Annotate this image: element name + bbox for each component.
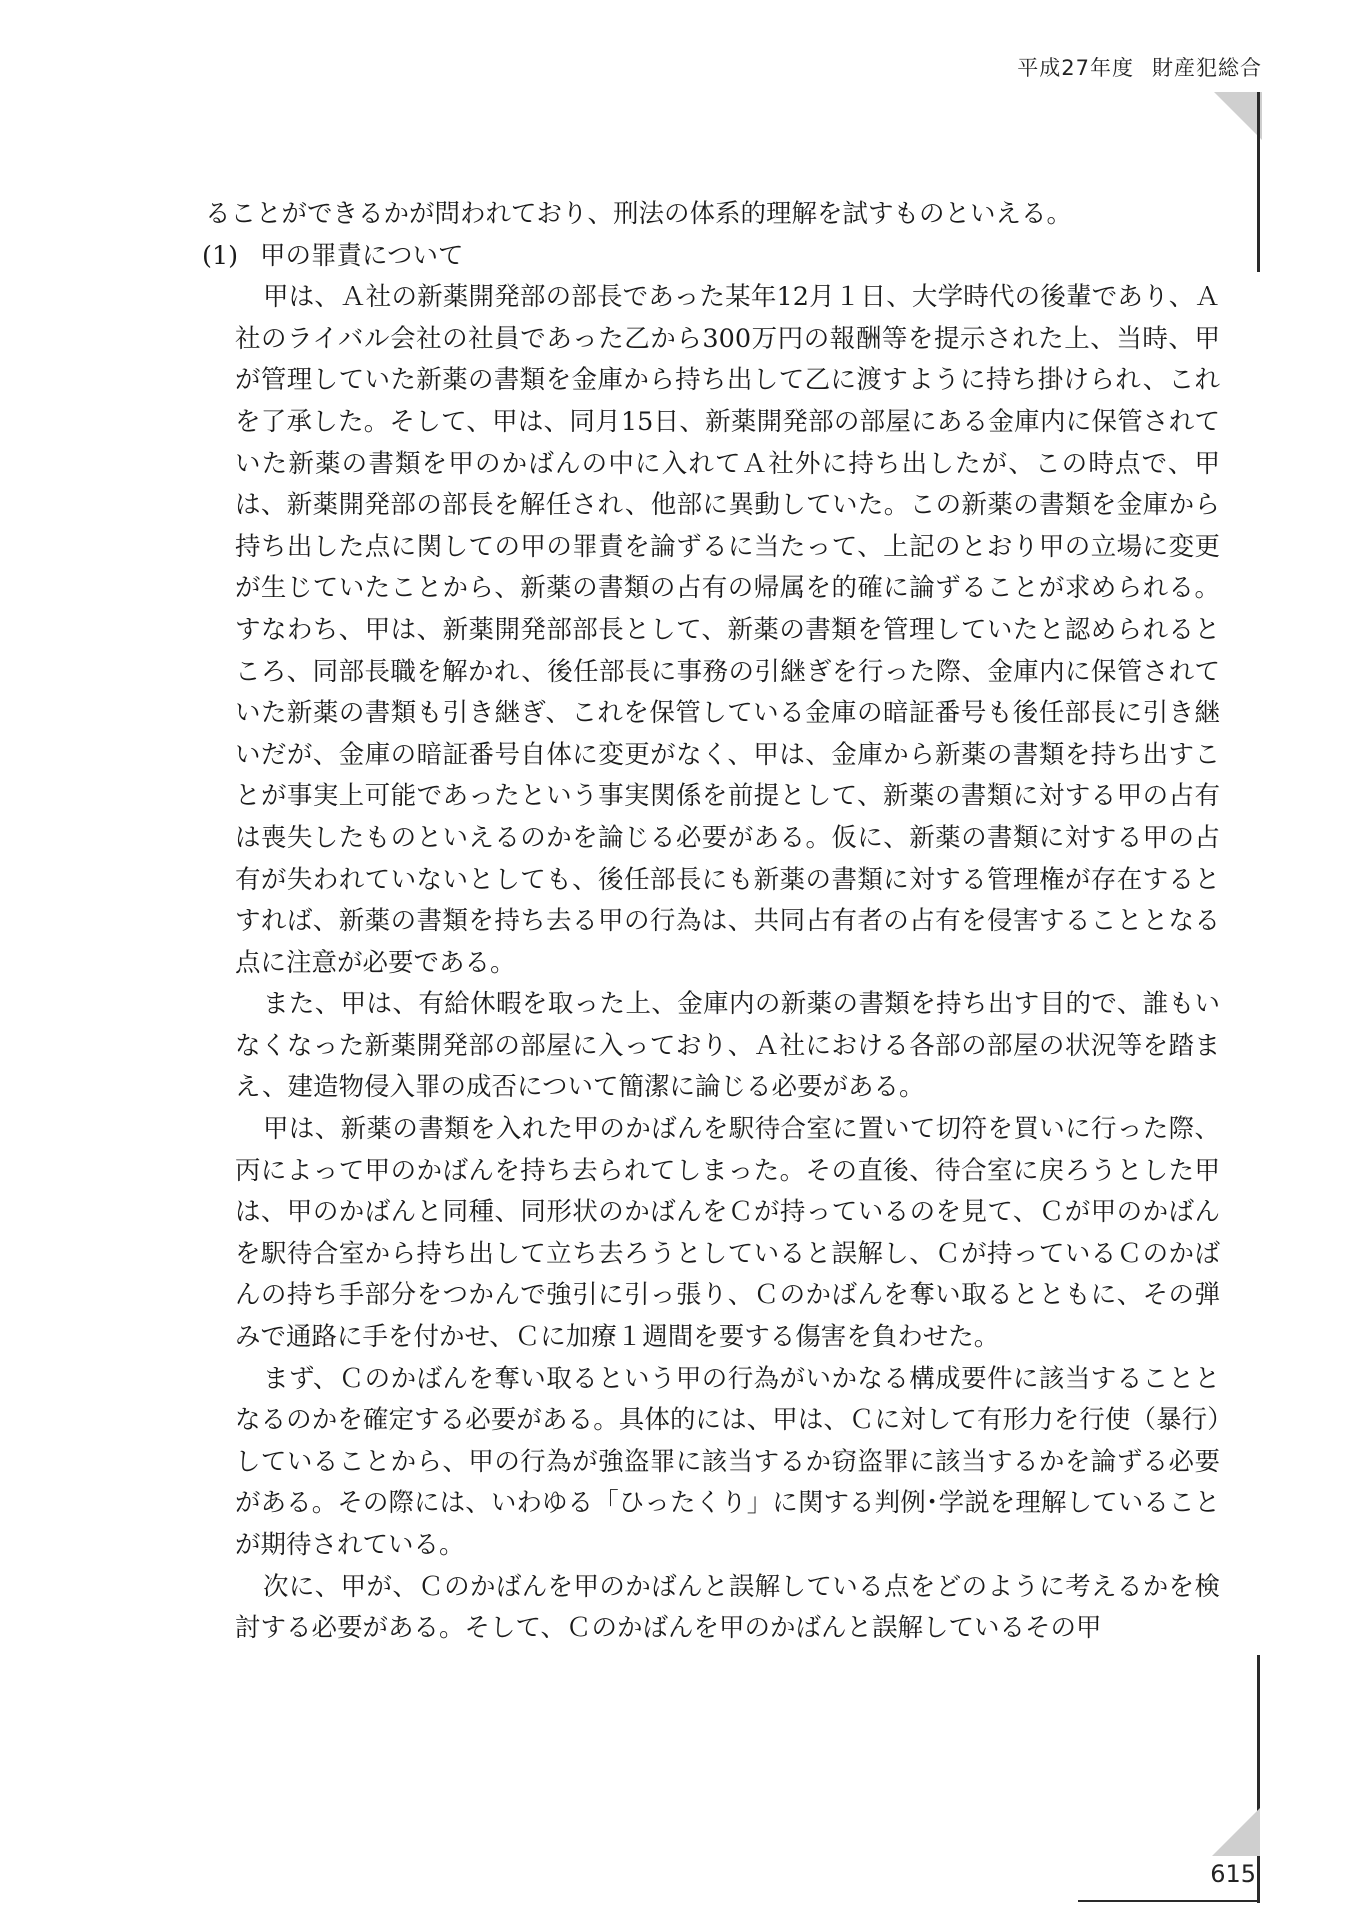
header-subject: 財産犯総合: [1152, 56, 1262, 80]
running-header: [1017, 52, 1262, 82]
section-title: 甲の罪責について: [260, 240, 464, 271]
top-corner-mark: [1214, 92, 1262, 140]
main-body: [202, 194, 1220, 1650]
continuation-line: ることができるかが問われており、刑法の体系的理解を試すものといえる。: [205, 199, 1073, 229]
paragraph-3: 甲は、新薬の書類を入れた甲のかばんを駅待合室に置いて切符を買いに行った際、丙によって甲のかばんを持ち去られてしまった。その直後、待合室に戻ろうとした甲は、甲のかばんと同種、同形状のかばんをＣが持っているのを見て、Ｃが甲のかばんを駅待合室から持ち出して立ち去ろうとしていると誤解し、Ｃが持っているＣのかばんの持ち手部分をつかんで強引に引っ張り、Ｃのかばんを奪い取るとともに、その弾みで通路に手を付かせ、Ｃに加療１週間を要する傷害を負わせた。: [235, 1114, 1220, 1353]
paragraph-5: 次に、甲が、Ｃのかばんを甲のかばんと誤解している点をどのように考えるかを検討する必要がある。そして、Ｃのかばんを甲のかばんと誤解しているその甲: [235, 1571, 1220, 1644]
bottom-corner-mark: [1212, 1808, 1260, 1856]
paragraph-1: 甲は、Ａ社の新薬開発部の部長であった某年12月１日、大学時代の後輩であり、Ａ社のライバル会社の社員であった乙から300万円の報酬等を提示された上、当時、甲が管理していた新薬の書類を金庫から持ち出して乙に渡すように持ち掛けられ、これを了承した。そして、甲は、同月15日、新薬開発部の部屋にある金庫内に保管されていた新薬の書類を甲のかばんの中に入れてＡ社外に持ち出したが、この時点で、甲は、新薬開発部の部長を解任され、他部に異動していた。この新薬の書類を金庫から持ち出した点に関しての甲の罪責を論ずるに当たって、上記のとおり甲の立場に変更が生じていたことから、新薬の書類の占有の帰属を的確に論ずることが求められる。すなわち、甲は、新薬開発部部長として、新薬の書類を管理していたと認められるところ、同部長職を解かれ、後任部長に事務の引継ぎを行った際、金庫内に保管されていた新薬の書類も引き継ぎ、これを保管している金庫の暗証番号も後任部長に引き継いだが、金庫の暗証番号自体に変更がなく、甲は、金庫から新薬の書類を持ち出すことが事実上可能であったという事実関係を前提として、新薬の書類に対する甲の占有は喪失したものといえるのかを論じる必要がある。仮に、新薬の書類に対する甲の占有が失われていないとしても、後任部長にも新薬の書類に対する管理権が存在するとすれば、新薬の書類を持ち去る甲の行為は、共同占有者の占有を侵害することとなる点に注意が必要である。: [235, 282, 1220, 978]
top-margin-rule: [1257, 92, 1260, 272]
page-number: 615: [1210, 1860, 1256, 1888]
paragraph-4: まず、Ｃのかばんを奪い取るという甲の行為がいかなる構成要件に該当することとなるのかを確定する必要がある。具体的には、甲は、Ｃに対して有形力を行使（暴行）していることから、甲の行為が強盗罪に該当するか窃盗罪に該当するかを論ずる必要がある。その際には、いわゆる「ひったくり」に関する判例･学説を理解していることが期待されている。: [235, 1363, 1220, 1560]
paragraph-2: また、甲は、有給休暇を取った上、金庫内の新薬の書類を持ち出す目的で、誰もいなくなった新薬開発部の部屋に入っており、Ａ社における各部の部屋の状況等を踏まえ、建造物侵入罪の成否について簡潔に論じる必要がある。: [235, 989, 1220, 1103]
header-year: 平成27年度: [1017, 56, 1134, 80]
section-heading: [202, 236, 1220, 278]
bottom-margin-rule: [1257, 1655, 1260, 1903]
page-number-rule: [1078, 1900, 1260, 1902]
section-number: (1): [202, 240, 239, 271]
